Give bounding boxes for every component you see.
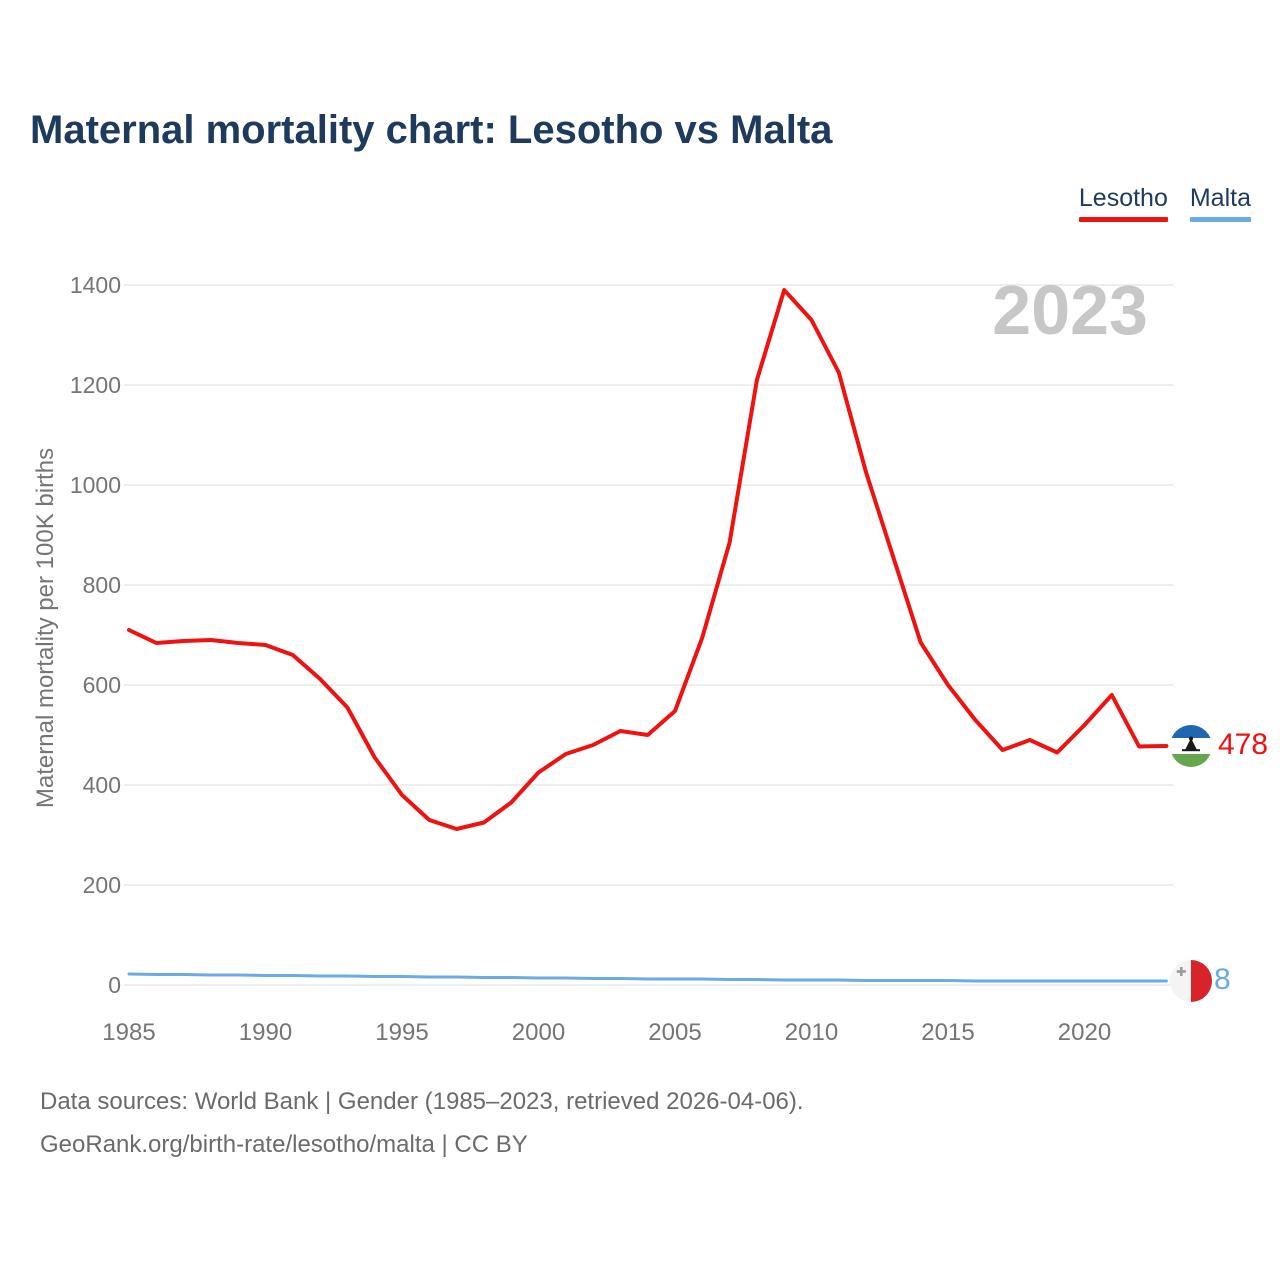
x-tick-label: 2020: [1057, 1019, 1112, 1046]
legend-label-lesotho: Lesotho: [1078, 184, 1168, 212]
y-tick-label: 1400: [69, 272, 121, 298]
y-tick-label: 200: [82, 872, 121, 898]
footer-attribution: GeoRank.org/birth-rate/lesotho/malta | CC BY: [40, 1131, 528, 1158]
watermark-year: 2023: [992, 271, 1148, 349]
series-line-lesotho: [129, 290, 1166, 829]
malta-end-value: 8: [1214, 963, 1231, 996]
malta-flag-icon: [1169, 959, 1213, 1008]
legend-label-malta: Malta: [1189, 184, 1251, 212]
lesotho-end-value: 478: [1218, 728, 1269, 761]
x-tick-label: 2005: [648, 1019, 702, 1046]
y-tick-label: 1200: [69, 372, 121, 398]
x-tick-label: 1990: [238, 1019, 293, 1046]
x-tick-label: 2015: [921, 1019, 975, 1046]
y-tick-label: 0: [108, 972, 121, 998]
footer-sources: Data sources: World Bank | Gender (1985–2023, retrieved 2026-04-06).: [40, 1088, 804, 1115]
y-tick-label: 400: [82, 772, 121, 798]
page-title: Maternal mortality chart: Lesotho vs Malta: [30, 108, 833, 152]
y-axis-title: Maternal mortality per 100K births: [32, 447, 59, 809]
x-tick-label: 2010: [784, 1019, 839, 1046]
x-tick-label: 1985: [102, 1019, 156, 1046]
lesotho-flag-icon: [1169, 724, 1213, 773]
x-tick-label: 1995: [375, 1019, 429, 1046]
y-tick-label: 1000: [69, 472, 121, 498]
series-line-malta: [129, 974, 1166, 981]
y-tick-label: 800: [82, 572, 121, 598]
x-tick-label: 2000: [511, 1019, 566, 1046]
y-tick-label: 600: [82, 672, 121, 698]
